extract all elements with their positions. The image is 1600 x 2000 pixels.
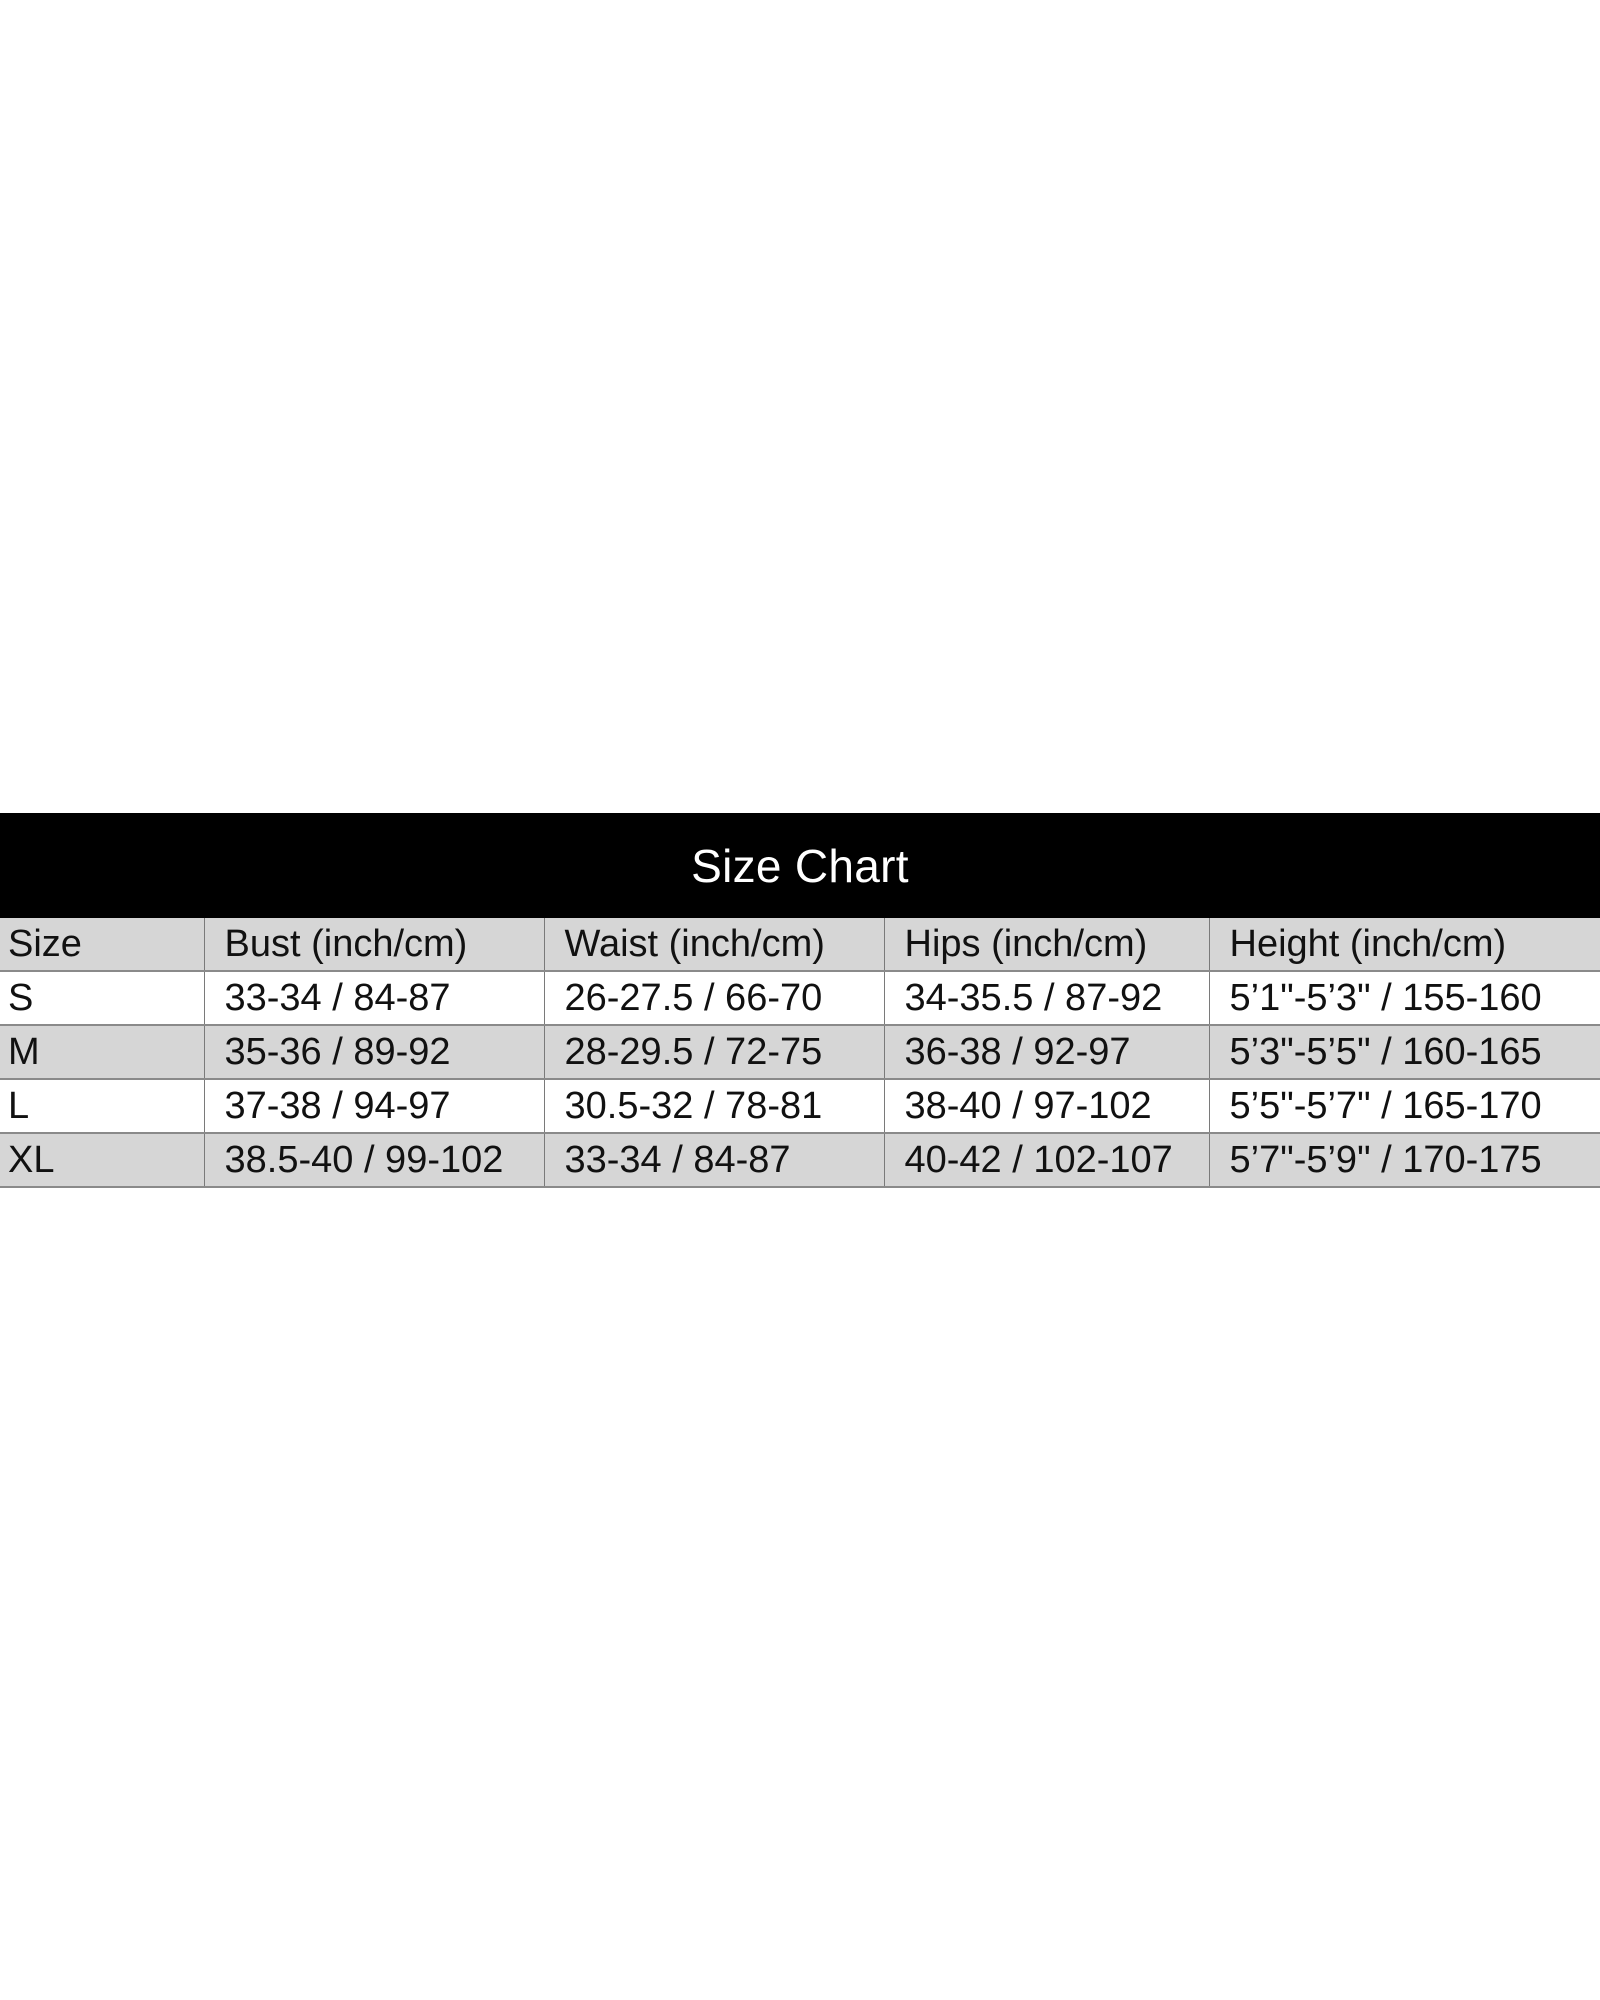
cell-waist: 33-34 / 84-87 <box>544 1133 884 1187</box>
header-size: Size <box>0 918 204 971</box>
header-hips: Hips (inch/cm) <box>884 918 1209 971</box>
size-table <box>0 918 1600 1188</box>
cell-height: 5’1"-5’3" / 155-160 <box>1209 971 1600 1025</box>
cell-height: 5’5"-5’7" / 165-170 <box>1209 1079 1600 1133</box>
cell-size: M <box>0 1025 204 1079</box>
table-row-s <box>0 971 1600 1025</box>
cell-size: L <box>0 1079 204 1133</box>
cell-hips: 38-40 / 97-102 <box>884 1079 1209 1133</box>
cell-height: 5’3"-5’5" / 160-165 <box>1209 1025 1600 1079</box>
size-chart <box>0 813 1600 1188</box>
cell-hips: 36-38 / 92-97 <box>884 1025 1209 1079</box>
table-row-m <box>0 1025 1600 1079</box>
cell-hips: 34-35.5 / 87-92 <box>884 971 1209 1025</box>
cell-height: 5’7"-5’9" / 170-175 <box>1209 1133 1600 1187</box>
size-chart-title: Size Chart <box>691 839 909 892</box>
header-bust: Bust (inch/cm) <box>204 918 544 971</box>
cell-waist: 28-29.5 / 72-75 <box>544 1025 884 1079</box>
cell-bust: 33-34 / 84-87 <box>204 971 544 1025</box>
cell-size: XL <box>0 1133 204 1187</box>
header-waist: Waist (inch/cm) <box>544 918 884 971</box>
table-row-l <box>0 1079 1600 1133</box>
cell-waist: 26-27.5 / 66-70 <box>544 971 884 1025</box>
cell-bust: 35-36 / 89-92 <box>204 1025 544 1079</box>
size-chart-title-bar <box>0 813 1600 918</box>
cell-bust: 37-38 / 94-97 <box>204 1079 544 1133</box>
cell-hips: 40-42 / 102-107 <box>884 1133 1209 1187</box>
table-row-xl <box>0 1133 1600 1187</box>
header-height: Height (inch/cm) <box>1209 918 1600 971</box>
table-header-row <box>0 918 1600 971</box>
cell-size: S <box>0 971 204 1025</box>
cell-bust: 38.5-40 / 99-102 <box>204 1133 544 1187</box>
cell-waist: 30.5-32 / 78-81 <box>544 1079 884 1133</box>
